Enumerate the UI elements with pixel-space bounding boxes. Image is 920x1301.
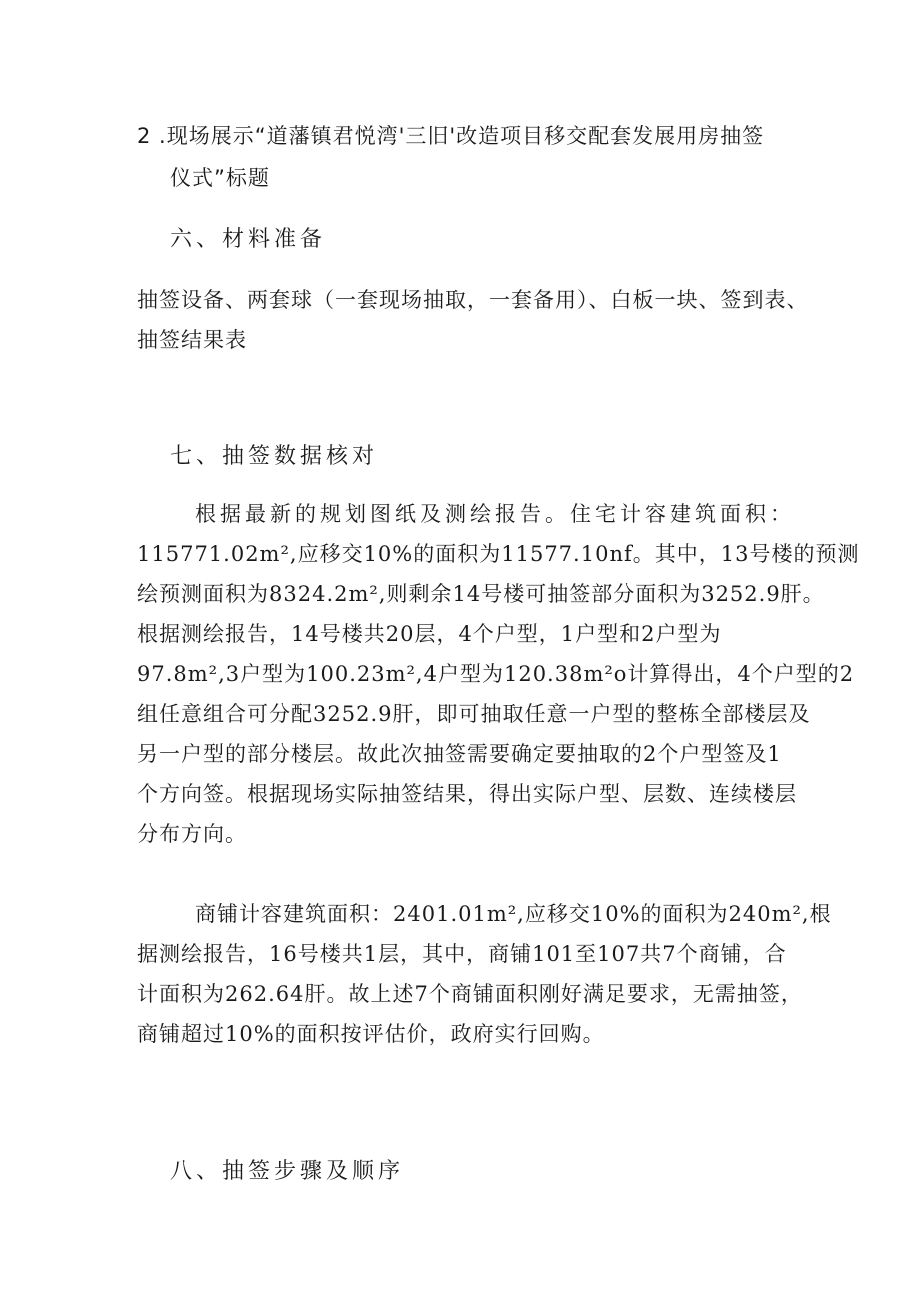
- list-item-2-line-1: 2 .现场展示“道藩镇君悦湾'三旧'改造项目移交配套发展用房抽签: [137, 124, 765, 148]
- paragraph-shops-line-3: 计面积为262.64肝。故上述7个商铺面积刚好满足要求，无需抽签，: [137, 982, 803, 1006]
- materials-text-line-1: 抽签设备、两套球（一套现场抽取，一套备用）、白板一块、签到表、: [137, 288, 809, 312]
- section-heading-materials: 六、材料准备: [170, 227, 327, 252]
- paragraph-shops-line-2: 据测绘报告，16号楼共1层，其中，商铺101至107共7个商铺，合: [137, 942, 787, 966]
- section-heading-data-check: 七、抽签数据核对: [170, 444, 379, 469]
- paragraph-residential-line-9: 分布方向。: [137, 822, 247, 846]
- paragraph-residential-line-4: 根据测绘报告，14号楼共20层，4个户型，1户型和2户型为: [137, 622, 722, 646]
- paragraph-residential-line-8: 个方向签。根据现场实际抽签结果，得出实际户型、层数、连续楼层: [137, 782, 797, 806]
- paragraph-shops-line-4: 商铺超过10%的面积按评估价，政府实行回购。: [137, 1022, 605, 1046]
- materials-text-line-2: 抽签结果表: [137, 328, 247, 352]
- paragraph-residential-line-2: 115771.02m²,应移交10%的面积为11577.10nf。其中，13号楼的预测: [137, 542, 860, 566]
- paragraph-residential-line-6: 组任意组合可分配3252.9肝，即可抽取任意一户型的整栋全部楼层及: [137, 702, 811, 726]
- list-item-2-line-2: 仪式”标题: [170, 166, 270, 190]
- section-heading-draw-steps: 八、抽签步骤及顺序: [170, 1159, 405, 1184]
- paragraph-residential-line-7: 另一户型的部分楼层。故此次抽签需要确定要抽取的2个户型签及1: [137, 742, 782, 766]
- paragraph-shops-line-1: 商铺计容建筑面积：2401.01m²,应移交10%的面积为240m²,根: [195, 902, 832, 926]
- paragraph-residential-line-3: 绘预测面积为8324.2m²,则剩余14号楼可抽签部分面积为3252.9肝。: [137, 582, 825, 606]
- paragraph-residential-line-5: 97.8m²,3户型为100.23m²,4户型为120.38m²o计算得出，4个户型的2: [137, 662, 855, 686]
- paragraph-residential-line-1: 根据最新的规划图纸及测绘报告。住宅计容建筑面积：: [195, 502, 795, 526]
